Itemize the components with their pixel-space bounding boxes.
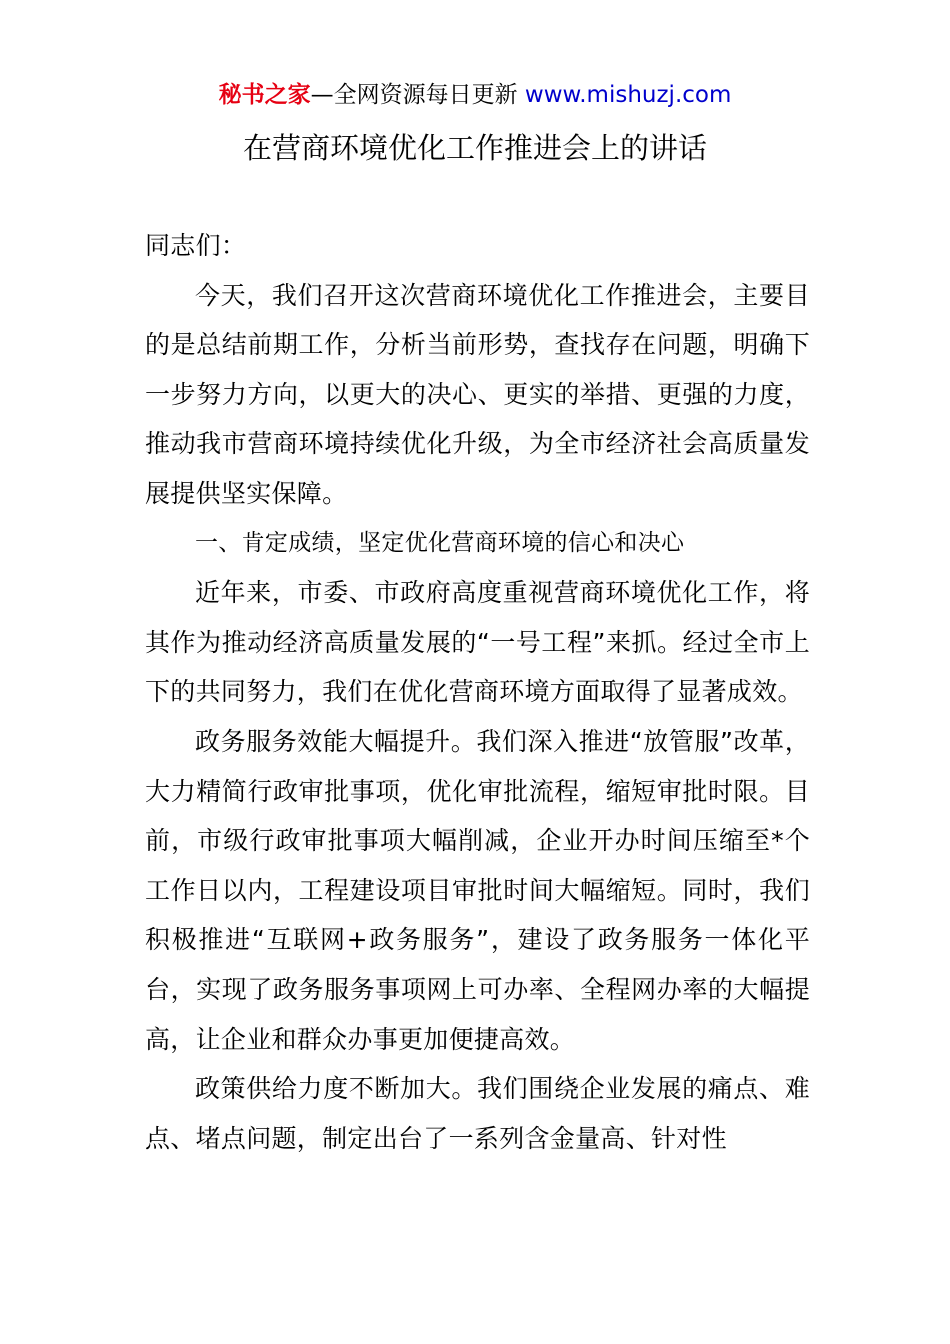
section-heading-1: 一、肯定成绩，坚定优化营商环境的信心和决心: [195, 529, 685, 556]
site-header: [0, 78, 950, 112]
header-tagline: —全网资源每日更新: [310, 82, 525, 108]
paragraph-government-services: 政务服务效能大幅提升。我们深入推进“放管服”改革，大力精简行政审批事项，优化审批流程，缩短审批时限。目前，市级行政审批事项大幅削减，企业开办时间压缩至*个工作日以内，工程建设项目审批时间大幅缩短。同时，我们积极推进“互联网+政务服务”，建设了政务服务一体化平台，实现了政务服务事项网上可办率、全程网办率的大幅提高，让企业和群众办事更加便捷高效。: [145, 726, 810, 1054]
site-url-link[interactable]: www.mishuzj.com: [524, 82, 732, 108]
paragraph-policy-supply: 政策供给力度不断加大。我们围绕企业发展的痛点、难点、堵点问题，制定出台了一系列含金量高、针对性: [145, 1074, 810, 1153]
paragraph-achievements: 近年来，市委、市政府高度重视营商环境优化工作，将其作为推动经济高质量发展的“一号工程”来抓。经过全市上下的共同努力，我们在优化营商环境方面取得了显著成效。: [145, 578, 810, 707]
paragraph-intro: 今天，我们召开这次营商环境优化工作推进会，主要目的是总结前期工作，分析当前形势，查找存在问题，明确下一步努力方向，以更大的决心、更实的举措、更强的力度，推动我市营商环境持续优化升级，为全市经济社会高质量发展提供坚实保障。: [145, 280, 810, 508]
brand-name: 秘书之家: [218, 82, 311, 108]
document-title: 在营商环境优化工作推进会上的讲话: [242, 131, 707, 165]
document-body: [145, 221, 810, 1163]
salutation: 同志们：: [145, 231, 247, 260]
